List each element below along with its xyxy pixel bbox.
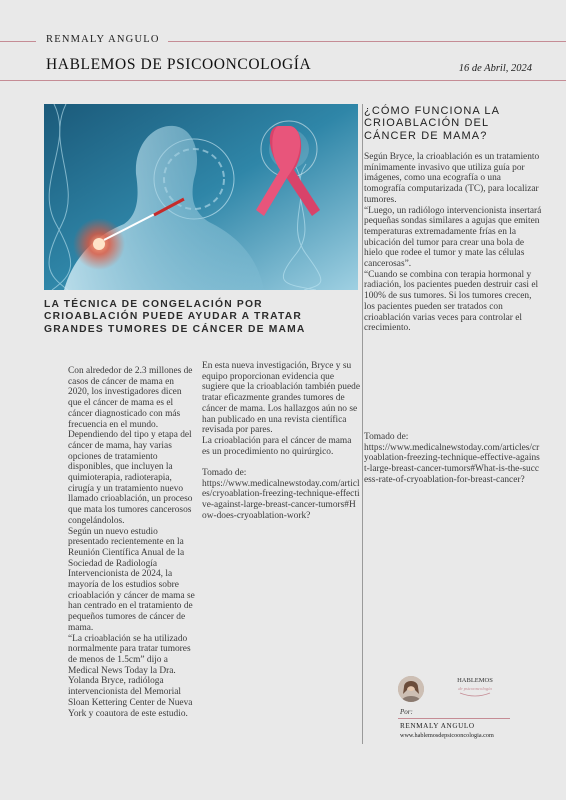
brand-logo [452, 672, 498, 700]
source-url[interactable]: https://www.medicalnewstoday.com/articles/cryoablation-freezing-technique-effective-against-large-breast-cancer-tumors#What-is-the-success-rate-of-cryoablation-for-breast-cancer? [364, 442, 540, 485]
header-rule-top-right [168, 41, 566, 42]
author-avatar [398, 676, 424, 702]
header-rule-bottom [0, 80, 566, 81]
article-paragraph: En esta nueva investigación, Bryce y su equipo proporcionan evidencia que sugiere que la crioablación también puede tratar eficazmente grandes tumores de cáncer de mama. Los hallazgos aún no se han publicado en una revista científica revisada por pares. [202, 361, 361, 436]
article-paragraph: La crioablación para el cáncer de mama es un procedimiento no quirúrgico. [202, 435, 352, 457]
article-column-1 [68, 366, 196, 719]
footer-author: RENMALY ANGULO [400, 722, 475, 730]
issue-date: 16 de Abril, 2024 [458, 63, 532, 74]
hero-image [44, 104, 358, 290]
sidebar-source [364, 432, 542, 486]
article-paragraph: Con alrededor de 2.3 millones de casos de cáncer de mama en 2020, los investigadores dicen que el cáncer de mama es el cáncer diagnosticado con más frecuencia en el mundo. [68, 366, 193, 430]
source-label: Tomado de: [364, 432, 409, 442]
sidebar-paragraph: “Cuando se combina con terapia hormonal y radiación, los pacientes pueden destruir casi el 100% de sus tumores. Si los tumores crecen, los pacientes pueden ser tratados con crioablación varias veces para controlar el crecimiento. [364, 269, 539, 334]
footer-rule [398, 718, 510, 719]
article-headline: LA TÉCNICA DE CONGELACIÓN POR CRIOABLACIÓN PUEDE AYUDAR A TRATAR GRANDES TUMORES DE CÁNCER DE MAMA [44, 299, 306, 335]
header-author: RENMALY ANGULO [46, 34, 160, 45]
sidebar-body [364, 152, 544, 334]
sidebar-heading: ¿CÓMO FUNCIONA LA CRIOABLACIÓN DEL CÁNCER DE MAMA? [364, 105, 500, 142]
magazine-title: HABLEMOS DE PSICOONCOLOGÍA [46, 56, 312, 73]
by-label: Por: [400, 708, 413, 716]
source-url[interactable]: https://www.medicalnewstoday.com/articles/cryoablation-freezing-technique-effective-against-large-breast-cancer-tumors#How-does-cryoablation-work? [202, 478, 360, 521]
article-column-2 [202, 361, 360, 522]
source-label: Tomado de: [202, 468, 247, 479]
website-link[interactable]: www.hablemosdepsicooncologia.com [400, 732, 494, 739]
svg-text:HABLEMOS: HABLEMOS [457, 677, 493, 684]
svg-text:de psicooncología: de psicooncología [458, 686, 492, 691]
article-paragraph: Dependiendo del tipo y etapa del cáncer de mama, hay varias opciones de tratamiento disponibles, que incluyen la quimioterapia, radioterapia, cirugía y un tratamiento nuevo llamado crioablación, un proceso que mata los tumores cancerosos congelándolos. [68, 430, 193, 526]
column-divider [362, 104, 363, 744]
header-rule-top [0, 41, 36, 42]
sidebar-paragraph: “Luego, un radiólogo intervencionista insertará pequeñas sondas similares a agujas que emiten temperaturas extremadamente frías en la ubicación del tumor para crear una bola de hielo que rodee el tumor y mate las células cancerosas”. [364, 205, 542, 270]
article-paragraph: Según un nuevo estudio presentado recientemente en la Reunión Científica Anual de la Sociedad de Radiología Intervencionista de 2024, la mayoría de los estudios sobre crioablación y cáncer de mama se han centrado en el tratamiento de pequeños tumores de cáncer de mama. [68, 526, 195, 633]
article-paragraph: “La crioablación se ha utilizado normalmente para tratar tumores de menos de 1.5cm” dijo a Medical News Today la Dra. Yolanda Bryce, radióloga intervencionista del Memorial Sloan Kettering Center de Nueva York y coautora de este estudio. [68, 633, 193, 719]
sidebar-paragraph: Según Bryce, la crioablación es un tratamiento mínimamente invasivo que utiliza guía por imágenes, como una ecografía o una tomografía computarizada (TC), para localizar tumores. [364, 152, 540, 205]
